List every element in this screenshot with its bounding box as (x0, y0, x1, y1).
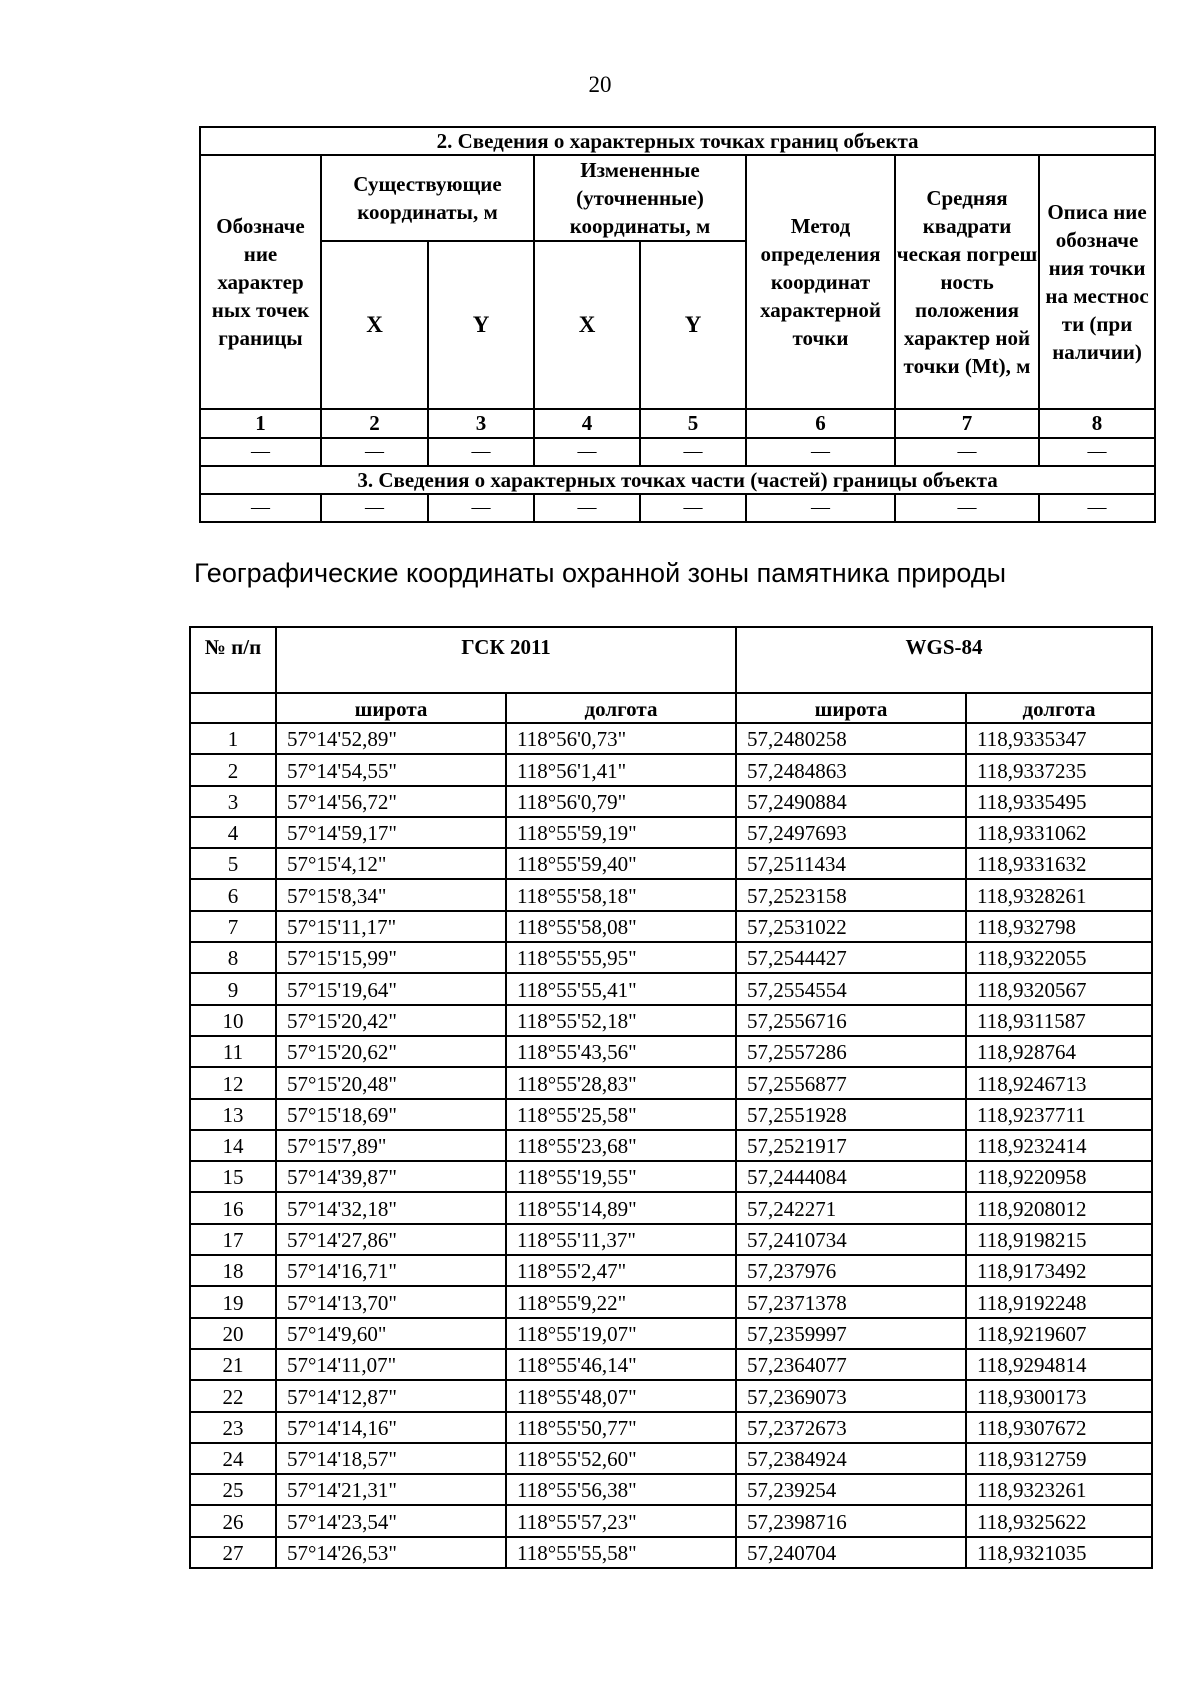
wgs-latitude: 57,2484863 (736, 754, 966, 785)
table-row (190, 973, 1152, 1004)
row-number: 27 (190, 1537, 276, 1568)
wgs-latitude: 57,2359997 (736, 1318, 966, 1349)
row-number: 20 (190, 1318, 276, 1349)
wgs-latitude: 57,2544427 (736, 942, 966, 973)
column-number: 7 (895, 409, 1039, 438)
row-number: 22 (190, 1380, 276, 1411)
wgs-longitude: 118,9335495 (966, 786, 1152, 817)
changed-coords-header: Измененные (уточненные) координаты, м (534, 155, 746, 241)
geographic-coordinates-table (189, 626, 1153, 1569)
column-number: 8 (1039, 409, 1155, 438)
gsk-longitude: 118°55'2,47" (506, 1255, 736, 1286)
coordinates-caption: Географические координаты охранной зоны памятника природы (193, 558, 1006, 588)
row-number: 7 (190, 911, 276, 942)
wgs-longitude: 118,9337235 (966, 754, 1152, 785)
row-number: 18 (190, 1255, 276, 1286)
empty-cell: — (321, 494, 428, 522)
wgs-latitude: 57,2497693 (736, 817, 966, 848)
table-row (190, 723, 1152, 754)
gsk-latitude: 57°14'32,18" (276, 1192, 506, 1223)
gsk-longitude: 118°55'55,95" (506, 942, 736, 973)
wgs-longitude: 118,928764 (966, 1036, 1152, 1067)
empty-cell: — (746, 494, 895, 522)
gsk-latitude-header: широта (276, 693, 506, 723)
table-row (190, 879, 1152, 910)
column-number: 2 (321, 409, 428, 438)
gsk-latitude: 57°14'56,72" (276, 786, 506, 817)
wgs-longitude: 118,9325622 (966, 1505, 1152, 1536)
wgs-latitude: 57,2556877 (736, 1067, 966, 1098)
wgs-latitude: 57,2511434 (736, 848, 966, 879)
row-number: 14 (190, 1130, 276, 1161)
wgs-latitude: 57,2384924 (736, 1443, 966, 1474)
gsk-longitude: 118°55'58,08" (506, 911, 736, 942)
wgs-longitude: 118,9335347 (966, 723, 1152, 754)
gsk-longitude: 118°55'9,22" (506, 1286, 736, 1317)
existing-x-header: X (321, 241, 428, 409)
coordinates-body (190, 723, 1152, 1568)
column-number: 4 (534, 409, 640, 438)
wgs-longitude: 118,9328261 (966, 879, 1152, 910)
gsk-latitude: 57°15'11,17" (276, 911, 506, 942)
empty-cell: — (200, 494, 321, 522)
empty-cell: — (1039, 438, 1155, 466)
wgs-longitude: 118,9320567 (966, 973, 1152, 1004)
column-number: 6 (746, 409, 895, 438)
gsk-latitude: 57°14'14,16" (276, 1412, 506, 1443)
table-row (190, 1443, 1152, 1474)
row-number: 16 (190, 1192, 276, 1223)
wgs-latitude: 57,2410734 (736, 1224, 966, 1255)
row-number: 8 (190, 942, 276, 973)
wgs-longitude: 118,9331062 (966, 817, 1152, 848)
gsk-longitude: 118°56'0,79" (506, 786, 736, 817)
wgs-longitude: 118,9331632 (966, 848, 1152, 879)
error-header: Средняя квадрати ческая погреш ность положения характер ной точки (Mt), м (895, 155, 1039, 409)
empty-cell: — (428, 494, 534, 522)
gsk-latitude: 57°14'12,87" (276, 1380, 506, 1411)
gsk-latitude: 57°15'15,99" (276, 942, 506, 973)
column-numbers-row (200, 409, 1155, 438)
gsk-longitude: 118°55'57,23" (506, 1505, 736, 1536)
wgs-latitude: 57,2554554 (736, 973, 966, 1004)
gsk-latitude: 57°14'9,60" (276, 1318, 506, 1349)
wgs-longitude: 118,9192248 (966, 1286, 1152, 1317)
section-2-title: 2. Сведения о характерных точках границ объекта (200, 127, 1155, 155)
wgs-longitude: 118,9246713 (966, 1067, 1152, 1098)
table-row (190, 754, 1152, 785)
changed-x-header: X (534, 241, 640, 409)
row-number: 12 (190, 1067, 276, 1098)
gsk-latitude: 57°14'11,07" (276, 1349, 506, 1380)
table-row (190, 1224, 1152, 1255)
table-row (190, 1067, 1152, 1098)
table-row (190, 1537, 1152, 1568)
table-row (190, 817, 1152, 848)
empty-cell: — (200, 438, 321, 466)
gsk-longitude: 118°55'46,14" (506, 1349, 736, 1380)
gsk-longitude: 118°56'1,41" (506, 754, 736, 785)
row-number: 4 (190, 817, 276, 848)
gsk-longitude: 118°55'19,07" (506, 1318, 736, 1349)
table-row (190, 1005, 1152, 1036)
wgs-latitude: 57,2480258 (736, 723, 966, 754)
row-number: 11 (190, 1036, 276, 1067)
gsk-latitude: 57°14'16,71" (276, 1255, 506, 1286)
existing-y-header: Y (428, 241, 534, 409)
table-row (190, 848, 1152, 879)
table-row (190, 1505, 1152, 1536)
gsk-latitude: 57°15'7,89" (276, 1130, 506, 1161)
wgs-longitude: 118,932798 (966, 911, 1152, 942)
table-row (190, 1036, 1152, 1067)
section-3-title: 3. Сведения о характерных точках части (частей) границы объекта (200, 466, 1155, 494)
gsk-latitude: 57°14'39,87" (276, 1161, 506, 1192)
gsk-latitude: 57°14'54,55" (276, 754, 506, 785)
table-row (190, 786, 1152, 817)
method-header: Метод определения координат характерной точки (746, 155, 895, 409)
gsk-longitude: 118°55'14,89" (506, 1192, 736, 1223)
wgs-latitude: 57,2557286 (736, 1036, 966, 1067)
gsk-latitude: 57°15'20,42" (276, 1005, 506, 1036)
gsk-longitude: 118°55'59,19" (506, 817, 736, 848)
row-number: 1 (190, 723, 276, 754)
table-row (190, 1380, 1152, 1411)
wgs-longitude: 118,9322055 (966, 942, 1152, 973)
gsk-longitude: 118°55'58,18" (506, 879, 736, 910)
gsk-latitude: 57°14'27,86" (276, 1224, 506, 1255)
table-row (190, 1286, 1152, 1317)
wgs-latitude: 57,2398716 (736, 1505, 966, 1536)
blank-header (190, 693, 276, 723)
wgs-longitude: 118,9198215 (966, 1224, 1152, 1255)
gsk-longitude: 118°55'19,55" (506, 1161, 736, 1192)
gsk-latitude: 57°15'19,64" (276, 973, 506, 1004)
page-number: 20 (588, 72, 612, 97)
empty-cell: — (321, 438, 428, 466)
wgs-latitude: 57,2551928 (736, 1099, 966, 1130)
empty-cell: — (746, 438, 895, 466)
point-designation-header: Обозначе ние характер ных точек границы (200, 155, 321, 409)
table-row (190, 1412, 1152, 1443)
table-row (190, 1474, 1152, 1505)
wgs-longitude: 118,9311587 (966, 1005, 1152, 1036)
gsk-latitude: 57°15'18,69" (276, 1099, 506, 1130)
section-2-empty-row (200, 438, 1155, 466)
table-row (190, 1099, 1152, 1130)
row-number: 5 (190, 848, 276, 879)
empty-cell: — (428, 438, 534, 466)
wgs-latitude: 57,2371378 (736, 1286, 966, 1317)
description-header: Описа ние обозначе ния точки на местнос ти (при наличии) (1039, 155, 1155, 409)
wgs-latitude-header: широта (736, 693, 966, 723)
wgs-latitude: 57,2372673 (736, 1412, 966, 1443)
gsk-latitude: 57°15'20,48" (276, 1067, 506, 1098)
table-row (190, 1192, 1152, 1223)
gsk-longitude: 118°56'0,73" (506, 723, 736, 754)
table-row (190, 1318, 1152, 1349)
wgs-longitude: 118,9232414 (966, 1130, 1152, 1161)
gsk-longitude: 118°55'43,56" (506, 1036, 736, 1067)
table-row (190, 1255, 1152, 1286)
gsk-longitude: 118°55'48,07" (506, 1380, 736, 1411)
row-number: 3 (190, 786, 276, 817)
empty-cell: — (1039, 494, 1155, 522)
gsk-longitude: 118°55'52,60" (506, 1443, 736, 1474)
gsk-latitude: 57°15'8,34" (276, 879, 506, 910)
wgs-longitude: 118,9220958 (966, 1161, 1152, 1192)
gsk-longitude: 118°55'25,58" (506, 1099, 736, 1130)
row-number: 13 (190, 1099, 276, 1130)
column-number: 1 (200, 409, 321, 438)
wgs-latitude: 57,2490884 (736, 786, 966, 817)
empty-cell: — (895, 494, 1039, 522)
gsk-longitude: 118°55'55,58" (506, 1537, 736, 1568)
wgs-latitude: 57,240704 (736, 1537, 966, 1568)
wgs-longitude: 118,9323261 (966, 1474, 1152, 1505)
gsk-latitude: 57°14'18,57" (276, 1443, 506, 1474)
number-header: № п/п (190, 627, 276, 693)
table-row (190, 1130, 1152, 1161)
wgs-latitude: 57,2556716 (736, 1005, 966, 1036)
wgs-longitude: 118,9312759 (966, 1443, 1152, 1474)
wgs-longitude-header: долгота (966, 693, 1152, 723)
wgs-longitude: 118,9294814 (966, 1349, 1152, 1380)
table-row (190, 911, 1152, 942)
row-number: 15 (190, 1161, 276, 1192)
wgs-longitude: 118,9173492 (966, 1255, 1152, 1286)
row-number: 17 (190, 1224, 276, 1255)
empty-cell: — (640, 494, 746, 522)
gsk-longitude: 118°55'28,83" (506, 1067, 736, 1098)
gsk-longitude: 118°55'55,41" (506, 973, 736, 1004)
wgs-longitude: 118,9307672 (966, 1412, 1152, 1443)
gsk-latitude: 57°15'20,62" (276, 1036, 506, 1067)
wgs-longitude: 118,9300173 (966, 1380, 1152, 1411)
wgs-latitude: 57,2531022 (736, 911, 966, 942)
wgs-latitude: 57,2444084 (736, 1161, 966, 1192)
empty-cell: — (534, 438, 640, 466)
gsk-latitude: 57°14'21,31" (276, 1474, 506, 1505)
gsk-longitude: 118°55'11,37" (506, 1224, 736, 1255)
existing-coords-header: Существующие координаты, м (321, 155, 534, 241)
boundary-points-table (199, 126, 1156, 523)
gsk-latitude: 57°14'52,89" (276, 723, 506, 754)
gsk-latitude: 57°14'59,17" (276, 817, 506, 848)
wgs-latitude: 57,239254 (736, 1474, 966, 1505)
wgs-84-header: WGS-84 (736, 627, 1152, 693)
wgs-latitude: 57,242271 (736, 1192, 966, 1223)
gsk-latitude: 57°14'23,54" (276, 1505, 506, 1536)
row-number: 24 (190, 1443, 276, 1474)
gsk-longitude-header: долгота (506, 693, 736, 723)
gsk-longitude: 118°55'50,77" (506, 1412, 736, 1443)
column-number: 3 (428, 409, 534, 438)
gsk-latitude: 57°15'4,12" (276, 848, 506, 879)
row-number: 9 (190, 973, 276, 1004)
row-number: 10 (190, 1005, 276, 1036)
section-3-empty-row (200, 494, 1155, 522)
wgs-latitude: 57,237976 (736, 1255, 966, 1286)
wgs-latitude: 57,2523158 (736, 879, 966, 910)
gsk-longitude: 118°55'59,40" (506, 848, 736, 879)
gsk-longitude: 118°55'56,38" (506, 1474, 736, 1505)
table-row (190, 942, 1152, 973)
wgs-longitude: 118,9208012 (966, 1192, 1152, 1223)
wgs-longitude: 118,9237711 (966, 1099, 1152, 1130)
wgs-latitude: 57,2369073 (736, 1380, 966, 1411)
row-number: 19 (190, 1286, 276, 1317)
gsk-longitude: 118°55'23,68" (506, 1130, 736, 1161)
wgs-longitude: 118,9321035 (966, 1537, 1152, 1568)
column-number: 5 (640, 409, 746, 438)
gsk-latitude: 57°14'13,70" (276, 1286, 506, 1317)
wgs-latitude: 57,2364077 (736, 1349, 966, 1380)
table-row (190, 1349, 1152, 1380)
wgs-latitude: 57,2521917 (736, 1130, 966, 1161)
row-number: 23 (190, 1412, 276, 1443)
empty-cell: — (534, 494, 640, 522)
empty-cell: — (640, 438, 746, 466)
table-row (190, 1161, 1152, 1192)
row-number: 2 (190, 754, 276, 785)
gsk-latitude: 57°14'26,53" (276, 1537, 506, 1568)
row-number: 26 (190, 1505, 276, 1536)
row-number: 21 (190, 1349, 276, 1380)
empty-cell: — (895, 438, 1039, 466)
wgs-longitude: 118,9219607 (966, 1318, 1152, 1349)
row-number: 6 (190, 879, 276, 910)
gsk-2011-header: ГСК 2011 (276, 627, 736, 693)
changed-y-header: Y (640, 241, 746, 409)
gsk-longitude: 118°55'52,18" (506, 1005, 736, 1036)
row-number: 25 (190, 1474, 276, 1505)
